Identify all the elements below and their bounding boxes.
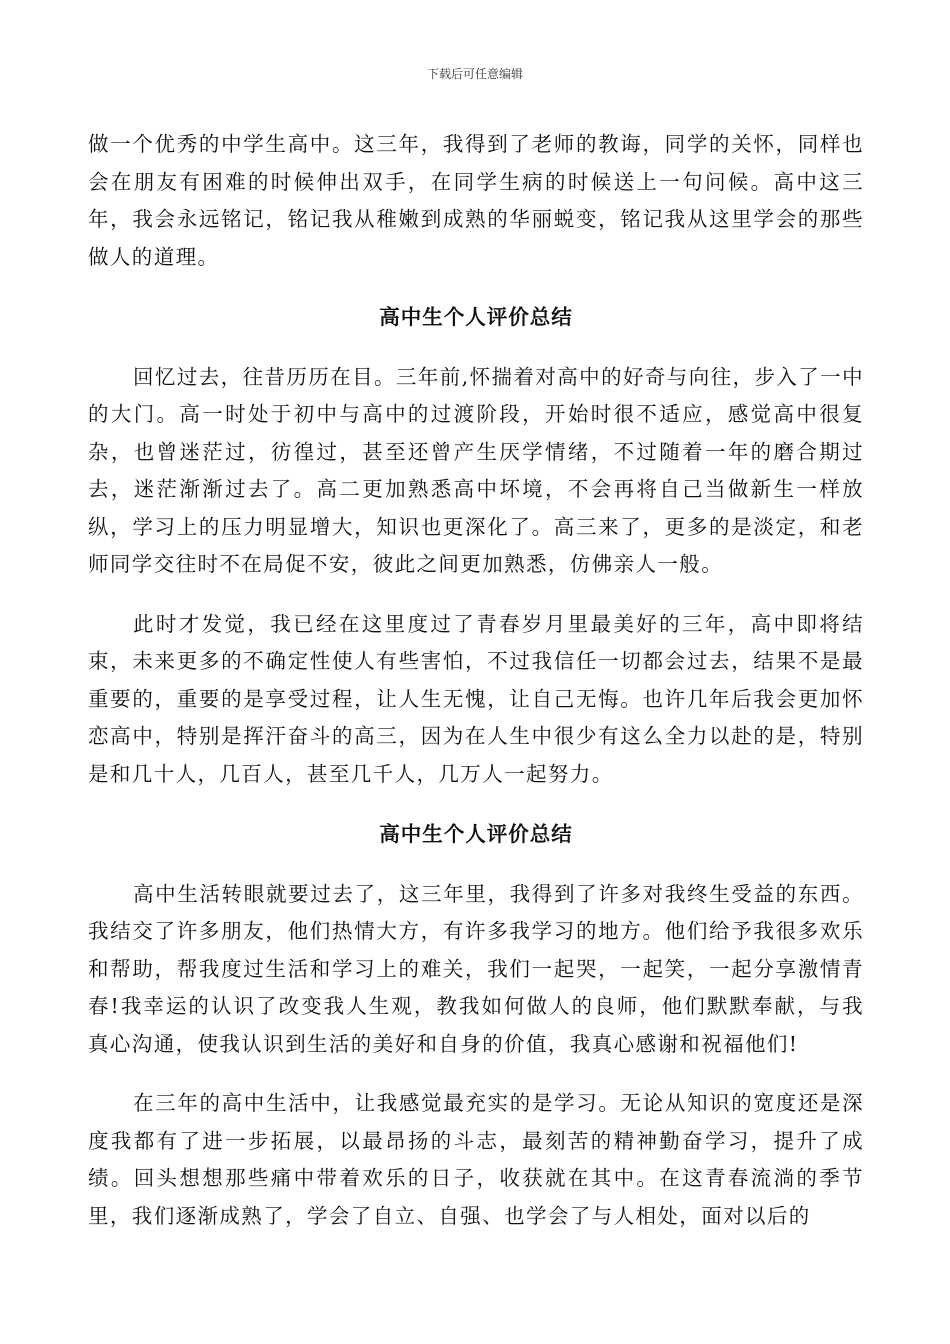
page-header: 下载后可任意编辑 [426,67,523,81]
section-heading: 高中生个人评价总结 [379,822,573,846]
paragraph: 回忆过去，往昔历历在目。三年前,怀揣着对高中的好奇与向往，步入了一中的大门。高一时处于初中与高中的过渡阶段，开始时很不适应，感觉高中很复杂，也曾迷茫过，彷徨过，甚至还曾产生厌学情绪，不过随着一年的磨合期过去，迷茫渐渐过去了。高二更加熟悉高中坏境，不会再将自己当做新生一样放纵，学习上的压力明显增大，知识也更深化了。高三来了，更多的是淡定，和老师同学交往时不在局促不安，彼此之间更加熟悉，仿佛亲人一般。 [88,364,864,576]
paragraph: 做一个优秀的中学生高中。这三年，我得到了老师的教诲，同学的关怀，同样也会在朋友有困难的时候伸出双手，在同学生病的时候送上一句问候。高中这三年，我会永远铭记，铭记我从稚嫩到成熟的华丽蜕变，铭记我从这里学会的那些做人的道理。 [88,132,864,269]
section-heading: 高中生个人评价总结 [379,305,573,329]
paragraph: 此时才发觉，我已经在这里度过了青春岁月里最美好的三年，高中即将结束，未来更多的不确定性使人有些害怕，不过我信任一切都会过去，结果不是最重要的，重要的是享受过程，让人生无愧，让自己无悔。也许几年后我会更加怀恋高中，特别是挥汗奋斗的高三，因为在人生中很少有这么全力以赴的是，特别是和几十人，几百人，甚至几千人，几万人一起努力。 [88,611,864,786]
paragraph: 在三年的高中生活中，让我感觉最充实的是学习。无论从知识的宽度还是深度我都有了进一步拓展，以最昂扬的斗志，最刻苦的精神勤奋学习，提升了成绩。回头想想那些痛中带着欢乐的日子，收获就在其中。在这青春流淌的季节里，我们逐渐成熟了，学会了自立、自强、也学会了与人相处，面对以后的 [88,1091,864,1228]
document-body [88,126,864,1235]
paragraph: 高中生活转眼就要过去了，这三年里，我得到了许多对我终生受益的东西。我结交了许多朋友，他们热情大方，有许多我学习的地方。他们给予我很多欢乐和帮助，帮我度过生活和学习上的难关，我们一起哭，一起笑，一起分享激情青春!我幸运的认识了改变我人生观，教我如何做人的良师，他们默默奉献，与我真心沟通，使我认识到生活的美好和自身的价值，我真心感谢和祝福他们! [88,881,864,1056]
